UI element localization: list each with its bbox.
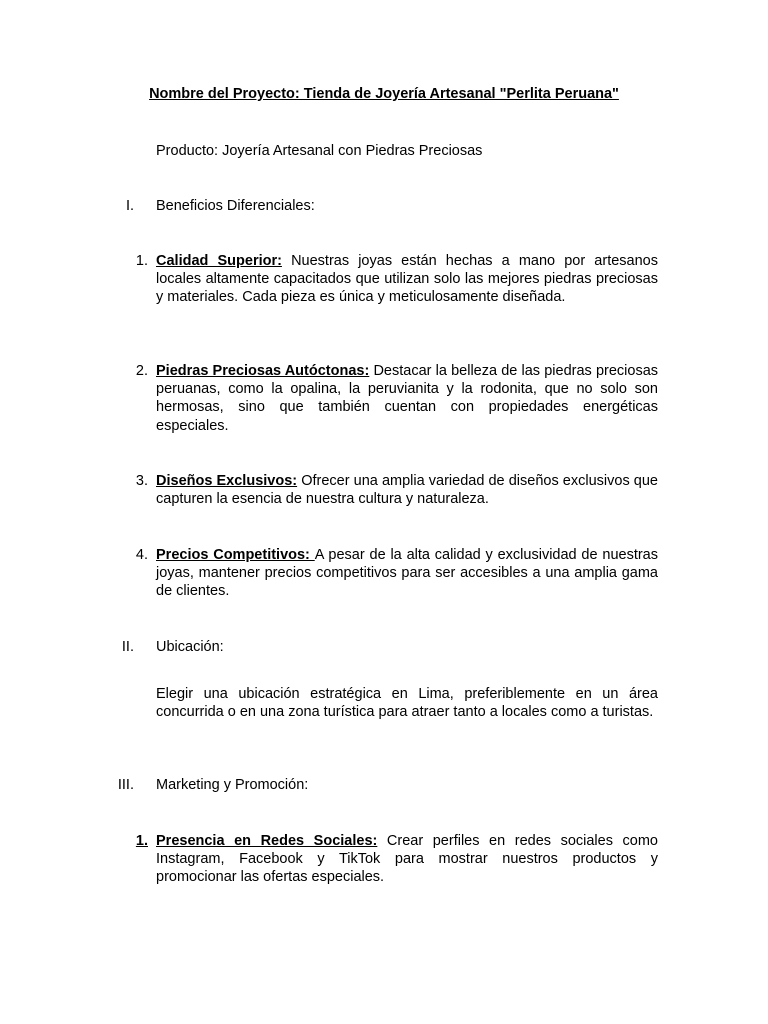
list-item-lead: Calidad Superior: (156, 253, 282, 269)
list-item-body: A pesar de la alta calidad y exclusividad de nuestras joyas, mantener precios competitivos para ser accesibles a una amplia gama de clientes. (156, 547, 658, 600)
list-item-number: 1. (135, 253, 148, 269)
document-title: Nombre del Proyecto: Tienda de Joyería Artesanal "Perlita Peruana" (149, 86, 619, 102)
section-numeral: II. (121, 639, 134, 655)
list-item-lead: Presencia en Redes Sociales: (156, 833, 378, 849)
product-line: Producto: Joyería Artesanal con Piedras Preciosas (156, 143, 483, 159)
list-item-body: Crear perfiles en redes sociales como Instagram, Facebook y TikTok para mostrar nuestros productos y promocionar las ofertas especiales. (156, 833, 658, 886)
list-item-lead: Precios Competitivos: (156, 547, 315, 563)
list-item (156, 252, 658, 307)
list-item (156, 472, 658, 508)
list-item-number: 1. (135, 833, 148, 849)
list-item-number: 3. (135, 473, 148, 489)
section-numeral: I. (125, 198, 134, 214)
section-title: Ubicación: (156, 639, 224, 655)
list-item-body: Ofrecer una amplia variedad de diseños exclusivos que capturen la esencia de nuestra cultura y naturaleza. (156, 473, 658, 508)
list-item (156, 546, 658, 601)
section-title: Marketing y Promoción: (156, 777, 309, 793)
list-item (156, 832, 658, 887)
list-item-lead: Piedras Preciosas Autóctonas: (156, 363, 370, 379)
list-item-body: Destacar la belleza de las piedras preciosas peruanas, como la opalina, la peruvianita y la rodonita, que no solo son hermosas, sino que también cuentan con propiedades energéticas especiales. (156, 363, 659, 434)
list-item-body: Nuestras joyas están hechas a mano por artesanos locales altamente capacitados que utilizan solo las mejores piedras preciosas y materiales. Cada pieza es única y meticulosamente diseñada. (156, 253, 658, 306)
section-paragraph: Elegir una ubicación estratégica en Lima, preferiblemente en un área concurrida o en una zona turística para atraer tanto a locales como a turistas. (156, 686, 658, 721)
list-item-number: 2. (135, 363, 148, 379)
section-title: Beneficios Diferenciales: (156, 198, 315, 214)
section-numeral: III. (117, 777, 134, 793)
list-item-number: 4. (135, 547, 148, 563)
list-item-lead: Diseños Exclusivos: (156, 473, 298, 489)
list-item (156, 362, 658, 435)
